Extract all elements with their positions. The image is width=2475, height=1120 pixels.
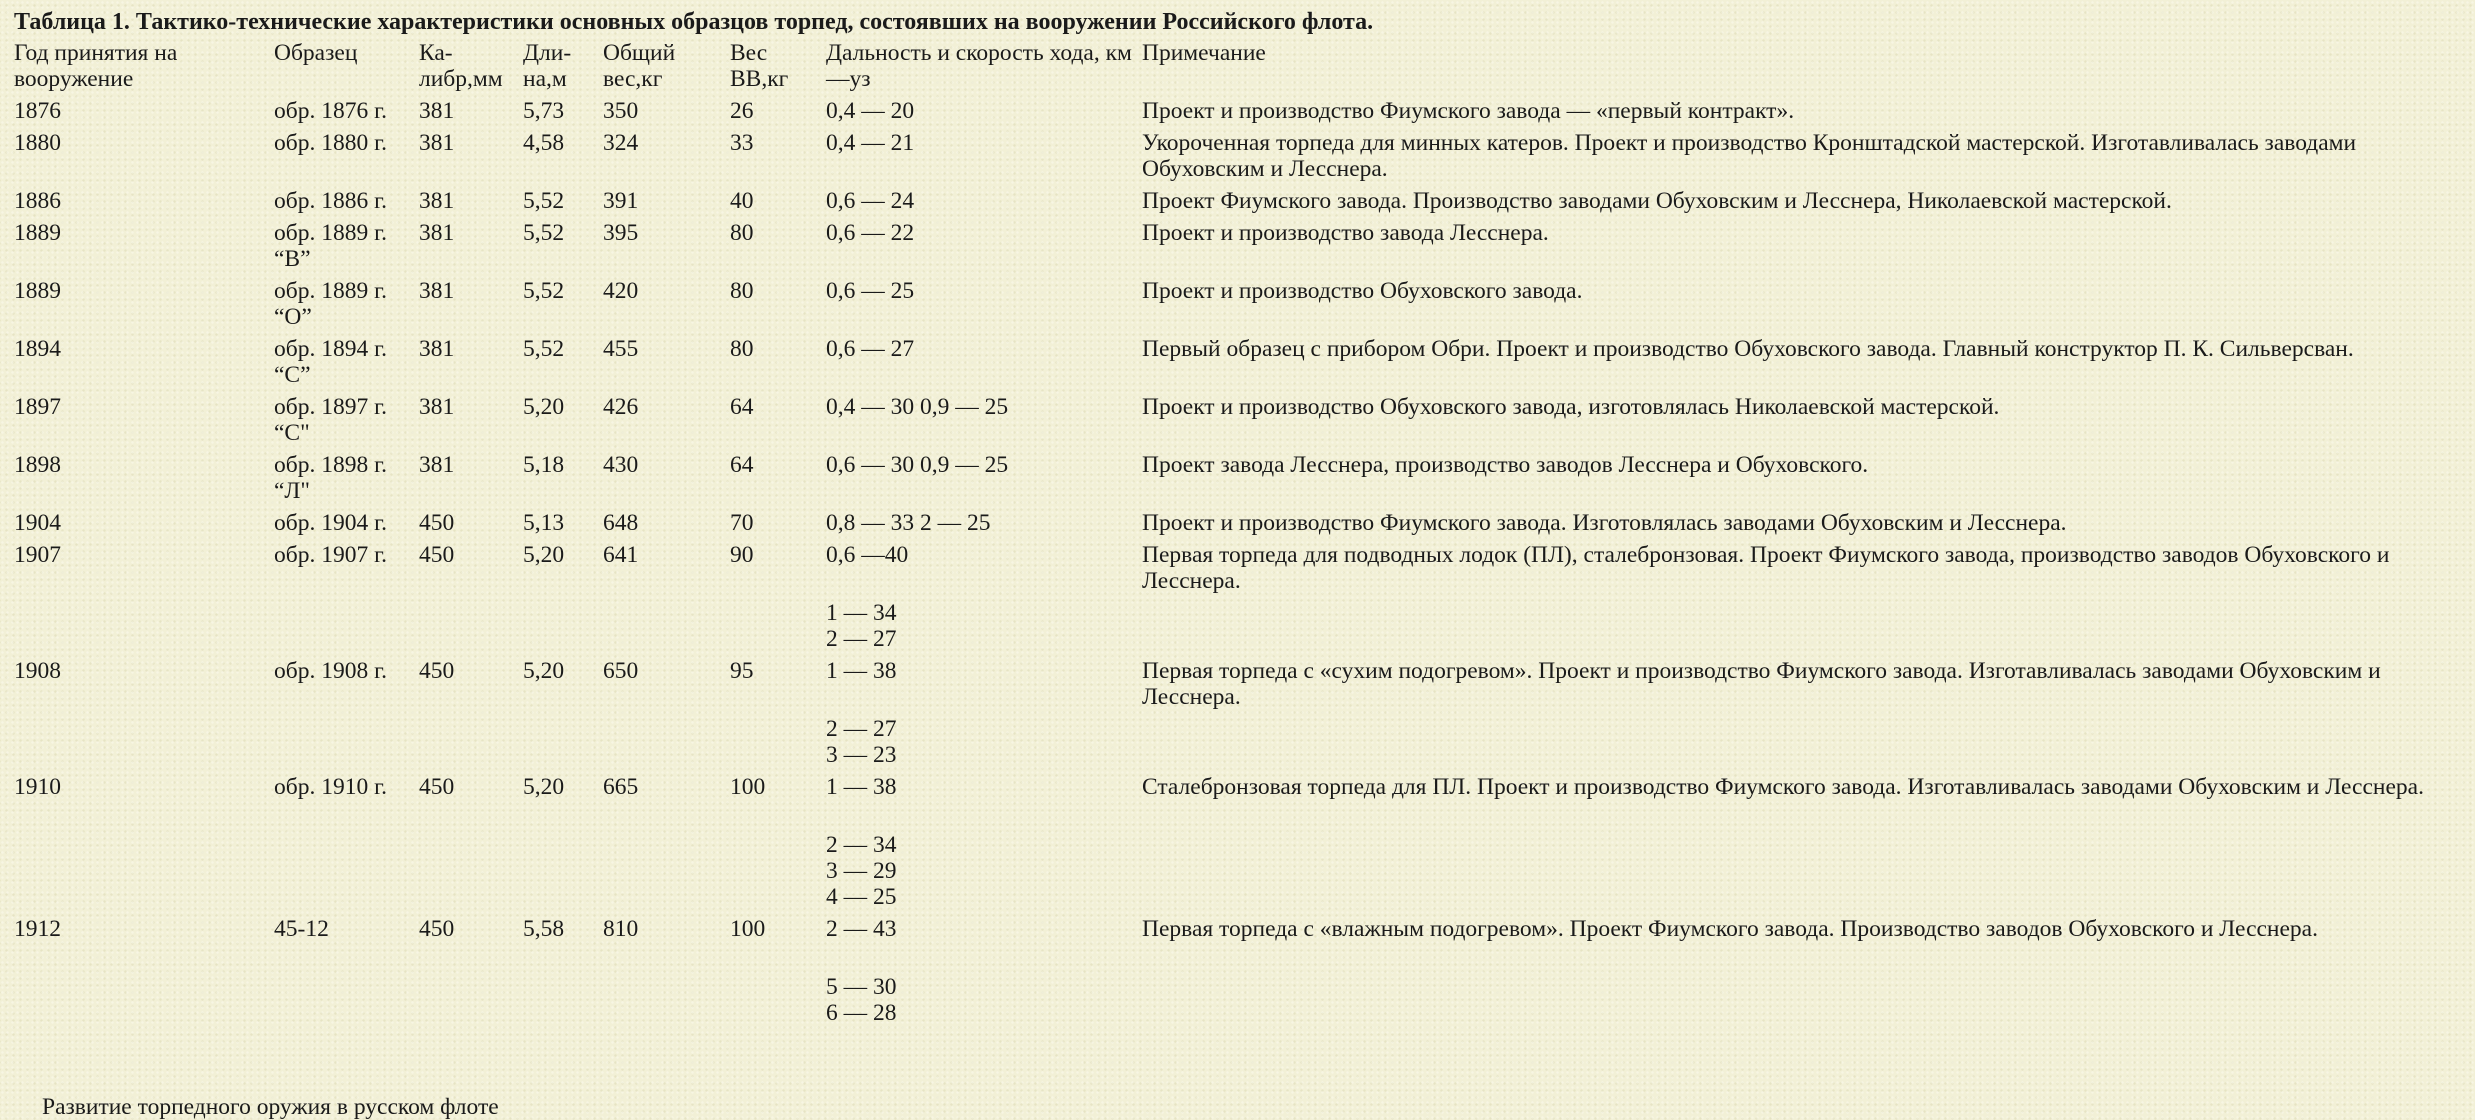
cell-note: Первая торпеда для подводных лодок (ПЛ), сталебронзовая. Проект Фиумского завода, производство заводов Обуховского и Лесснера.: [1142, 542, 2390, 594]
cell-caliber: 381: [419, 98, 455, 124]
cell-weight: 420: [603, 278, 639, 304]
cell-weight: 391: [603, 188, 639, 214]
cell-explosive: 40: [730, 188, 754, 214]
header-weight: Общий вес,кг: [603, 40, 676, 92]
range-speed-value: 0,6 — 27: [826, 336, 915, 362]
cell-note: Проект и производство Фиумского завода. Изготовлялась заводами Обуховским и Лесснера.: [1142, 510, 2067, 536]
range-speed-value: 2 — 27: [826, 626, 897, 652]
cell-caliber: 381: [419, 220, 455, 246]
header-length: Дли-на,м: [523, 40, 572, 92]
range-speed-value: 2 — 43: [826, 916, 897, 942]
header-range-speed: Дальность и скорость хода, км—уз: [826, 40, 1132, 92]
cell-explosive: 90: [730, 542, 754, 568]
document-page: [14, 8, 2464, 1032]
range-speed-value: 0,4 — 30 0,9 — 25: [826, 394, 1009, 420]
cell-caliber: 450: [419, 774, 455, 800]
cell-range-speed: [826, 452, 1142, 510]
cell-caliber: 381: [419, 278, 455, 304]
cell-range-speed: [826, 188, 1142, 220]
cell-note: Проект завода Лесснера, производство заводов Лесснера и Обуховского.: [1142, 452, 1869, 478]
cell-range-speed: [826, 510, 1142, 542]
cell-caliber: 381: [419, 130, 455, 156]
cell-length: 5,52: [523, 336, 565, 362]
cell-length: 5,20: [523, 542, 565, 568]
cell-length: 5,20: [523, 658, 565, 684]
range-speed-value: 0,6 — 25: [826, 278, 915, 304]
cell-explosive: 70: [730, 510, 754, 536]
cell-note: Проект и производство Фиумского завода — «первый контракт».: [1142, 98, 1795, 124]
cell-length: 5,52: [523, 278, 565, 304]
cell-length: 5,20: [523, 774, 565, 800]
cell-caliber: 450: [419, 542, 455, 568]
cell-model: 45-12: [274, 916, 329, 942]
cell-note: Первая торпеда с «влажным подогревом». Проект Фиумского завода. Производство заводов Обуховского и Лесснера.: [1142, 916, 2318, 942]
cell-model: обр. 1907 г.: [274, 542, 387, 568]
cell-weight: 324: [603, 130, 639, 156]
cell-explosive: 80: [730, 278, 754, 304]
cell-weight: 650: [603, 658, 639, 684]
cell-note: Первый образец с прибором Обри. Проект и производство Обуховского завода. Главный конструктор П. К. Сильверсван.: [1142, 336, 2354, 362]
cell-model: обр. 1880 г.: [274, 130, 387, 156]
range-speed-value: 2 — 34: [826, 832, 897, 858]
cell-range-speed: [826, 220, 1142, 278]
cell-weight: 430: [603, 452, 639, 478]
cell-explosive: 33: [730, 130, 754, 156]
table-row: [14, 542, 2464, 658]
range-speed-value: 2 — 27: [826, 716, 897, 742]
header-explosive: Вес ВВ,кг: [730, 40, 789, 92]
cell-note: Первая торпеда с «сухим подогревом». Проект и производство Фиумского завода. Изготавливалась заводами Обуховским и Лесснера.: [1142, 658, 2381, 710]
cell-year: 1908: [14, 658, 61, 684]
table-row: [14, 658, 2464, 774]
table-row: [14, 130, 2464, 188]
cell-length: 5,13: [523, 510, 565, 536]
cell-model: обр. 1904 г.: [274, 510, 387, 536]
cell-caliber: 381: [419, 394, 455, 420]
cell-caliber: 450: [419, 510, 455, 536]
range-speed-value: 0,6 — 24: [826, 188, 915, 214]
cell-year: 1898: [14, 452, 61, 478]
cell-model: обр. 1910 г.: [274, 774, 387, 800]
cell-weight: 395: [603, 220, 639, 246]
cell-year: 1910: [14, 774, 61, 800]
cell-length: 5,20: [523, 394, 565, 420]
cell-note: Проект и производство Обуховского завода.: [1142, 278, 1583, 304]
cell-length: 5,52: [523, 220, 565, 246]
cell-weight: 455: [603, 336, 639, 362]
range-speed-extra: [826, 832, 1142, 910]
cell-year: 1880: [14, 130, 61, 156]
cell-year: 1876: [14, 98, 61, 124]
cell-caliber: 450: [419, 658, 455, 684]
range-speed-value: 0,4 — 21: [826, 130, 915, 156]
cell-weight: 350: [603, 98, 639, 124]
table-row: [14, 188, 2464, 220]
table-row: [14, 98, 2464, 130]
torpedo-specs-table: [14, 40, 2464, 1032]
cell-range-speed: [826, 336, 1142, 394]
cell-year: 1894: [14, 336, 61, 362]
header-caliber: Ка-либр,мм: [419, 40, 503, 92]
cell-range-speed: [826, 774, 1142, 916]
cell-model: обр. 1894 г. “C”: [274, 336, 387, 388]
range-speed-value: 6 — 28: [826, 1000, 897, 1026]
cell-range-speed: [826, 916, 1142, 1032]
cell-year: 1904: [14, 510, 61, 536]
cell-explosive: 100: [730, 916, 766, 942]
cell-explosive: 64: [730, 452, 754, 478]
range-speed-value: 0,4 — 20: [826, 98, 915, 124]
cell-model: обр. 1889 г. “O”: [274, 278, 387, 330]
cell-range-speed: [826, 130, 1142, 188]
cell-model: обр. 1898 г. “Л": [274, 452, 387, 504]
cell-range-speed: [826, 658, 1142, 774]
cell-model: обр. 1886 г.: [274, 188, 387, 214]
header-note: Примечание: [1142, 40, 1266, 66]
cell-note: Проект и производство завода Лесснера.: [1142, 220, 1549, 246]
cell-weight: 641: [603, 542, 639, 568]
cell-weight: 426: [603, 394, 639, 420]
cell-caliber: 450: [419, 916, 455, 942]
range-speed-extra: [826, 974, 1142, 1026]
range-speed-extra: [826, 600, 1142, 652]
table-row: [14, 336, 2464, 394]
table-row: [14, 510, 2464, 542]
cell-length: 5,73: [523, 98, 565, 124]
footer-title: Развитие торпедного оружия в русском флоте: [42, 1094, 499, 1120]
range-speed-value: 0,6 — 22: [826, 220, 915, 246]
range-speed-value: 1 — 38: [826, 774, 897, 800]
range-speed-value: 4 — 25: [826, 884, 897, 910]
range-speed-extra: [826, 716, 1142, 768]
cell-caliber: 381: [419, 452, 455, 478]
cell-length: 5,52: [523, 188, 565, 214]
range-speed-value: 1 — 38: [826, 658, 897, 684]
cell-explosive: 100: [730, 774, 766, 800]
cell-explosive: 26: [730, 98, 754, 124]
cell-explosive: 80: [730, 336, 754, 362]
cell-year: 1907: [14, 542, 61, 568]
table-header-row: [14, 40, 2464, 98]
cell-weight: 665: [603, 774, 639, 800]
cell-year: 1897: [14, 394, 61, 420]
table-caption: Таблица 1. Тактико-технические характеристики основных образцов торпед, состоявших на вооружении Российского флота.: [14, 9, 1374, 35]
table-row: [14, 774, 2464, 916]
cell-range-speed: [826, 542, 1142, 658]
cell-length: 5,58: [523, 916, 565, 942]
cell-weight: 810: [603, 916, 639, 942]
header-model: Образец: [274, 40, 358, 66]
cell-length: 4,58: [523, 130, 565, 156]
cell-note: Укороченная торпеда для минных катеров. Проект и производство Кронштадской мастерской. Изготавливалась заводами Обуховским и Лесснера.: [1142, 130, 2357, 182]
table-row: [14, 278, 2464, 336]
cell-caliber: 381: [419, 188, 455, 214]
cell-caliber: 381: [419, 336, 455, 362]
table-row: [14, 394, 2464, 452]
header-year: Год принятия на вооружение: [14, 40, 178, 92]
range-speed-value: 0,6 —40: [826, 542, 909, 568]
cell-note: Проект Фиумского завода. Производство заводами Обуховским и Лесснера, Николаевской мастерской.: [1142, 188, 2172, 214]
cell-year: 1889: [14, 278, 61, 304]
range-speed-value: 0,6 — 30 0,9 — 25: [826, 452, 1009, 478]
cell-year: 1912: [14, 916, 61, 942]
range-speed-value: 3 — 29: [826, 858, 897, 884]
cell-model: обр. 1897 г. “C": [274, 394, 387, 446]
range-speed-value: 3 — 23: [826, 742, 897, 768]
cell-range-speed: [826, 98, 1142, 130]
cell-explosive: 95: [730, 658, 754, 684]
cell-model: обр. 1876 г.: [274, 98, 387, 124]
cell-note: Сталебронзовая торпеда для ПЛ. Проект и производство Фиумского завода. Изготавливалась заводами Обуховским и Лесснера.: [1142, 774, 2424, 800]
cell-model: обр. 1889 г. “B”: [274, 220, 387, 272]
cell-length: 5,18: [523, 452, 565, 478]
cell-range-speed: [826, 394, 1142, 452]
table-row: [14, 452, 2464, 510]
cell-weight: 648: [603, 510, 639, 536]
cell-note: Проект и производство Обуховского завода, изготовлялась Николаевской мастерской.: [1142, 394, 2000, 420]
cell-range-speed: [826, 278, 1142, 336]
cell-explosive: 64: [730, 394, 754, 420]
range-speed-value: 1 — 34: [826, 600, 897, 626]
cell-explosive: 80: [730, 220, 754, 246]
cell-year: 1886: [14, 188, 61, 214]
range-speed-value: 5 — 30: [826, 974, 897, 1000]
cell-model: обр. 1908 г.: [274, 658, 387, 684]
range-speed-value: 0,8 — 33 2 — 25: [826, 510, 991, 536]
cell-year: 1889: [14, 220, 61, 246]
table-row: [14, 220, 2464, 278]
table-row: [14, 916, 2464, 1032]
